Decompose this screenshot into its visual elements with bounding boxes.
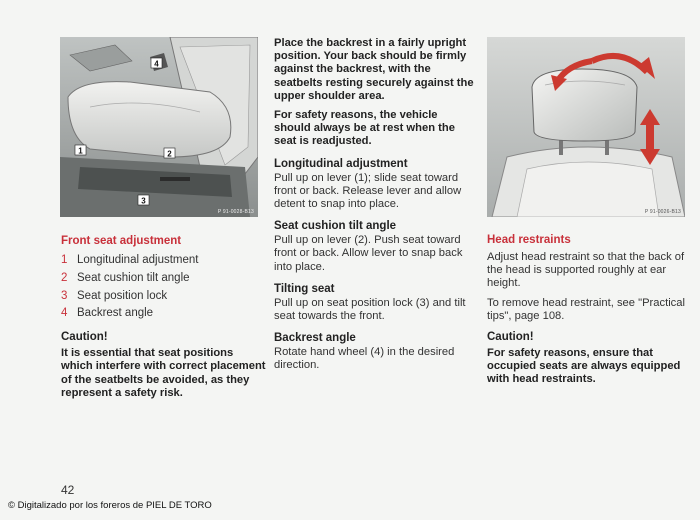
right-caution-text: For safety reasons, ensure that occupied seats are always equipped with head restraints.: [487, 347, 681, 386]
seat-figure-code: P 91-0028-B13: [217, 209, 254, 215]
headrest-figure: [487, 37, 685, 217]
item-number: 1: [61, 254, 68, 266]
item-label: Seat cushion tilt angle: [77, 271, 190, 284]
page-number: 42: [61, 483, 75, 497]
section-text: Pull up on seat position lock (3) and tilt seat towards the front.: [274, 296, 466, 323]
right-column: [487, 234, 687, 387]
list-item: [61, 288, 266, 306]
backrest-position-note: Place the backrest in a fairly upright position. Your back should be firmly against the backrest, with the seatbelts resting securely against the upper shoulder area.: [274, 37, 474, 102]
item-number: 2: [61, 271, 68, 284]
section-text: Pull up on lever (1); slide seat toward front or back. Release lever and allow detent to snap into place.: [274, 171, 462, 211]
list-item: [61, 305, 266, 323]
scan-credit: © Digitalizado por los foreros de PIEL DE TORO: [8, 500, 212, 511]
seat-figure: [60, 37, 258, 217]
list-item: [61, 270, 266, 288]
section-title: Tilting seat: [274, 282, 335, 295]
item-number: 3: [61, 289, 68, 302]
item-number: 4: [61, 307, 68, 320]
section-cushion-tilt: [274, 220, 474, 274]
section-text: Rotate hand wheel (4) in the desired direction.: [274, 346, 455, 372]
left-caution-text: It is essential that seat positions which interfere with correct placement of the seatbelts be avoided, as they represent a safety risk.: [61, 347, 266, 399]
safety-rest-note: For safety reasons, the vehicle should always be at rest when the seat is readjusted.: [274, 109, 455, 148]
head-restraint-adjust-text: Adjust head restraint so that the back of the head is supported roughly at ear height.: [487, 251, 685, 290]
callout-3: 3: [141, 196, 146, 206]
headrest-illustration: [487, 37, 685, 217]
right-caution-title: Caution!: [487, 331, 534, 344]
item-label: Seat position lock: [77, 289, 168, 302]
headrest-figure-code: P 91-0026-B13: [644, 209, 681, 215]
callout-2: 2: [167, 149, 172, 159]
callout-4: 4: [154, 59, 159, 69]
seat-illustration: [60, 37, 258, 217]
head-restraint-remove-text: To remove head restraint, see "Practical tips", page 108.: [487, 296, 685, 322]
middle-column: [274, 37, 474, 382]
item-label: Backrest angle: [77, 307, 154, 320]
left-column: [61, 235, 266, 400]
left-caution-title: Caution!: [61, 331, 108, 344]
seat-adjustment-list: [61, 252, 266, 323]
list-item: [61, 252, 266, 270]
callout-1: 1: [78, 146, 83, 156]
section-title: Longitudinal adjustment: [274, 157, 408, 170]
section-tilting-seat: [274, 283, 474, 323]
section-text: Pull up on lever (2). Push seat toward front or back. Allow lever to snap back into place.: [274, 234, 463, 273]
head-restraints-title: Head restraints: [487, 234, 571, 246]
section-longitudinal: [274, 158, 474, 212]
front-seat-adjustment-title: Front seat adjustment: [61, 235, 182, 247]
item-label: Longitudinal adjustment: [77, 254, 199, 266]
section-title: Seat cushion tilt angle: [274, 220, 397, 233]
section-backrest-angle: [274, 332, 474, 372]
section-title: Backrest angle: [274, 332, 356, 345]
